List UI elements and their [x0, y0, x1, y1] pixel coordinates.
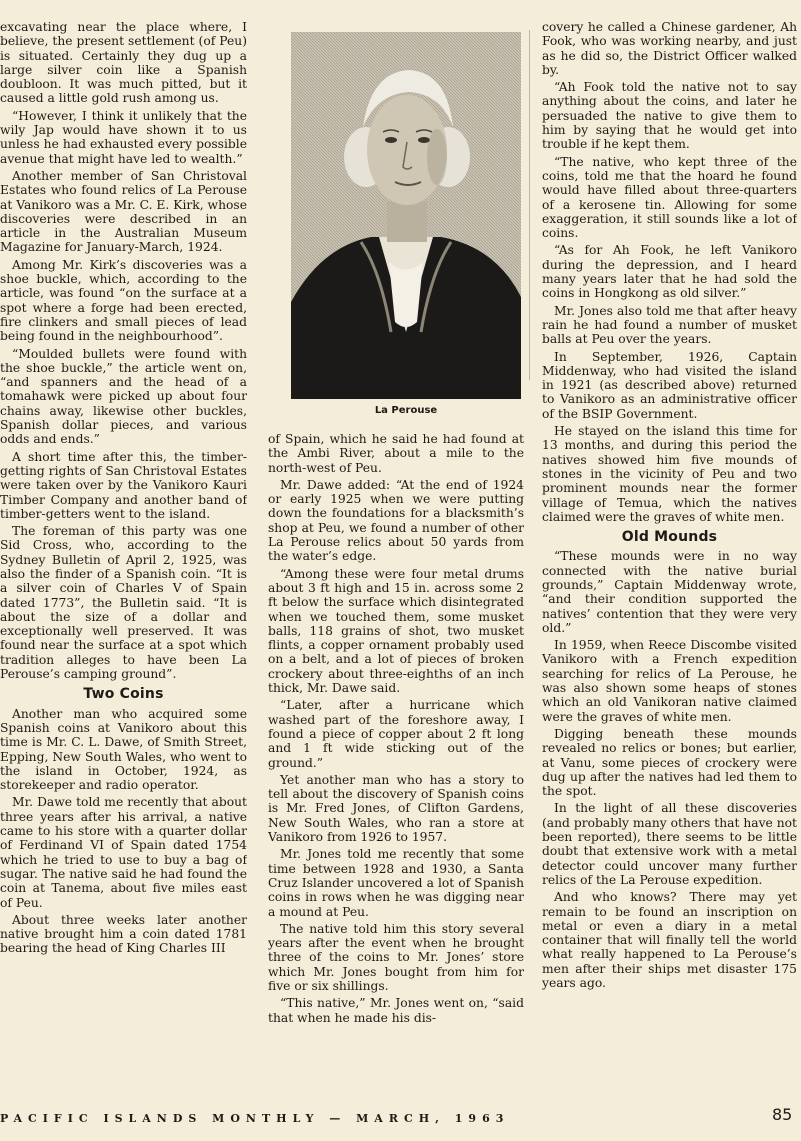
paragraph: “Ah Fook told the native not to say anything about the coins, and later he persuaded the native to give them to him by saying that he would get into trouble if he kept them.: [542, 80, 797, 152]
column-divider: [529, 30, 530, 380]
paragraph: A short time after this, the timber-getting rights of San Christoval Estates were taken over by the Vanikoro Kauri Timber Company and another band of timber-getters went to the island.: [0, 449, 247, 521]
paragraph: Yet another man who has a story to tell about the discovery of Spanish coins is Mr. Fred Jones, of Clifton Gardens, New South Wales, who ran a store at Vanikoro from 1926 to 1957.: [268, 772, 524, 845]
paragraph: “However, I think it unlikely that the wily Jap would have shown it to us unless he had exhausted every possible avenue that might have led to wealth.”: [0, 108, 247, 166]
paragraph: “Later, after a hurricane which washed part of the foreshore away, I found a piece of copper about 2 ft long and 1 ft wide sticking out of the ground.”: [268, 698, 524, 770]
paragraph: of Spain, which he said he had found at the Ambi River, about a mile to the north-west of Peu.: [268, 432, 524, 475]
paragraph: excavating near the place where, I believe, the present settlement (of Peu) is situated. Certainly they dug up a large silver coin like a Spanish doubloon. It was much pitted, but it caused a little gold rush among us.: [0, 20, 247, 106]
page-number: 85: [772, 1105, 793, 1124]
paragraph: In September, 1926, Captain Middenway, who had visited the island in 1921 (as described above) returned to Vanikoro as an administrative officer of the BSIP Government.: [542, 349, 797, 421]
paragraph: “The native, who kept three of the coins, told me that the hoard he found would have filled about three-quarters of a kerosene tin. Allowing for some exaggeration, it still sounds like a lot of coins.: [542, 154, 797, 241]
paragraph: He stayed on the island this time for 13 months, and during this period the natives showed him five mounds of stones in the vicinity of Peu and two prominent mounds near the former village of Temua, which the natives claimed were the graves of white men.: [542, 424, 797, 524]
paragraph: Mr. Jones also told me that after heavy rain he had found a number of musket balls at Peu over the years.: [542, 303, 797, 347]
running-footer: PACIFIC ISLANDS MONTHLY — MARCH, 1963: [0, 1112, 510, 1125]
paragraph: “These mounds were in no way connected with the native burial grounds,” Captain Middenway wrote, “and their condition supported the natives’ contention that they were very old.”: [542, 549, 797, 635]
section-heading-two-coins: Two Coins: [83, 686, 164, 703]
paragraph: Digging beneath these mounds revealed no relics or bones; but earlier, at Vanu, some pieces of crockery were dug up after the natives had led them to the spot.: [542, 726, 797, 799]
paragraph: “This native,” Mr. Jones went on, “said that when he made his dis-: [268, 996, 524, 1025]
column-left: [0, 20, 247, 1090]
paragraph: The native told him this story several years after the event when he brought three of the coins to Mr. Jones’ store which Mr. Jones bought from him for five or six shillings.: [268, 921, 524, 993]
section-heading-old-mounds: Old Mounds: [621, 529, 718, 546]
paragraph: Mr. Dawe told me recently that about three years after his arrival, a native came to his store with a quarter dollar of Ferdinand VI of Spain dated 1754 which he tried to use to buy a bag of sugar. The native said he had found the coin at Tanema, about five miles east of Peu.: [0, 795, 247, 910]
paragraph: About three weeks later another native brought him a coin dated 1781 bearing the head of King Charles III: [0, 912, 247, 956]
paragraph: In the light of all these discoveries (and probably many others that have not been reported), there seems to be little doubt that extensive work with a metal detector could uncover many further relics of the La Perouse expedition.: [542, 801, 797, 887]
la-perouse-portrait: [291, 32, 521, 399]
paragraph: “Moulded bullets were found with the shoe buckle,” the article went on, “and spanners and the head of a tomahawk were picked up about four chains away, likewise other buckles, Spanish dollar pieces, and various odds and ends.”: [0, 346, 247, 447]
portrait-caption: La Perouse: [374, 405, 438, 416]
paragraph: Among Mr. Kirk’s discoveries was a shoe buckle, which, according to the article, was found “on the surface at a spot where a forge had been erected, fire clinkers and small pieces of lead being found in the neighbourhood”.: [0, 257, 247, 344]
paragraph: covery he called a Chinese gardener, Ah Fook, who was working nearby, and just as he did so, the District Officer walked by.: [542, 20, 797, 77]
paragraph: The foreman of this party was one Sid Cross, who, according to the Sydney Bulletin of April 2, 1925, was also the finder of a Spanish coin. “It is a silver coin of Charles V of Spain dated 1773”, the Bulletin said. “It is about the size of a dollar and exceptionally well preserved. It was found near the surface at a spot which tradition alleges to have been La Perouse’s camping ground”.: [0, 524, 247, 682]
paragraph: In 1959, when Reece Discombe visited Vanikoro with a French expedition searching for relics of La Perouse, he was also shown some heaps of stones which an old Vanikoran native claimed were the graves of white men.: [542, 638, 797, 724]
portrait-engraving: [291, 32, 521, 399]
paragraph: Another man who acquired some Spanish coins at Vanikoro about this time is Mr. C. L. Dawe, of Smith Street, Epping, New South Wales, who went to the island in October, 1924, as storekeeper and radio operator.: [0, 706, 247, 793]
paragraph: “As for Ah Fook, he left Vanikoro during the depression, and I heard many years later that he had sold the coins in Hongkong as old silver.”: [542, 243, 797, 301]
paragraph: “Among these were four metal drums about 3 ft high and 15 in. across some 2 ft below the surface which disintegrated when we touched them, some musket balls, 118 grains of shot, two musket flints, a copper ornament probably used on a belt, and a lot of pieces of broken crockery about three-eighths of an inch thick, Mr. Dawe said.: [268, 566, 524, 696]
paragraph: Another member of San Christoval Estates who found relics of La Perouse at Vanikoro was a Mr. C. E. Kirk, whose discoveries were described in an article in the Australian Museum Magazine for January-March, 1924.: [0, 168, 247, 255]
paragraph: And who knows? There may yet remain to be found an inscription on metal or even a diary in a metal container that will finally tell the world what really happened to La Perouse’s men after their ships met disaster 175 years ago.: [542, 890, 797, 990]
column-right: [542, 20, 797, 1090]
paragraph: Mr. Dawe added: “At the end of 1924 or early 1925 when we were putting down the foundations for a blacksmith’s shop at Peu, we found a number of other La Perouse relics about 50 yards from the water’s edge.: [268, 477, 524, 564]
paragraph: Mr. Jones told me recently that some time between 1928 and 1930, a Santa Cruz Islander uncovered a lot of Spanish coins in rows when he was digging near a mound at Peu.: [268, 847, 524, 919]
column-middle: [268, 432, 524, 1090]
